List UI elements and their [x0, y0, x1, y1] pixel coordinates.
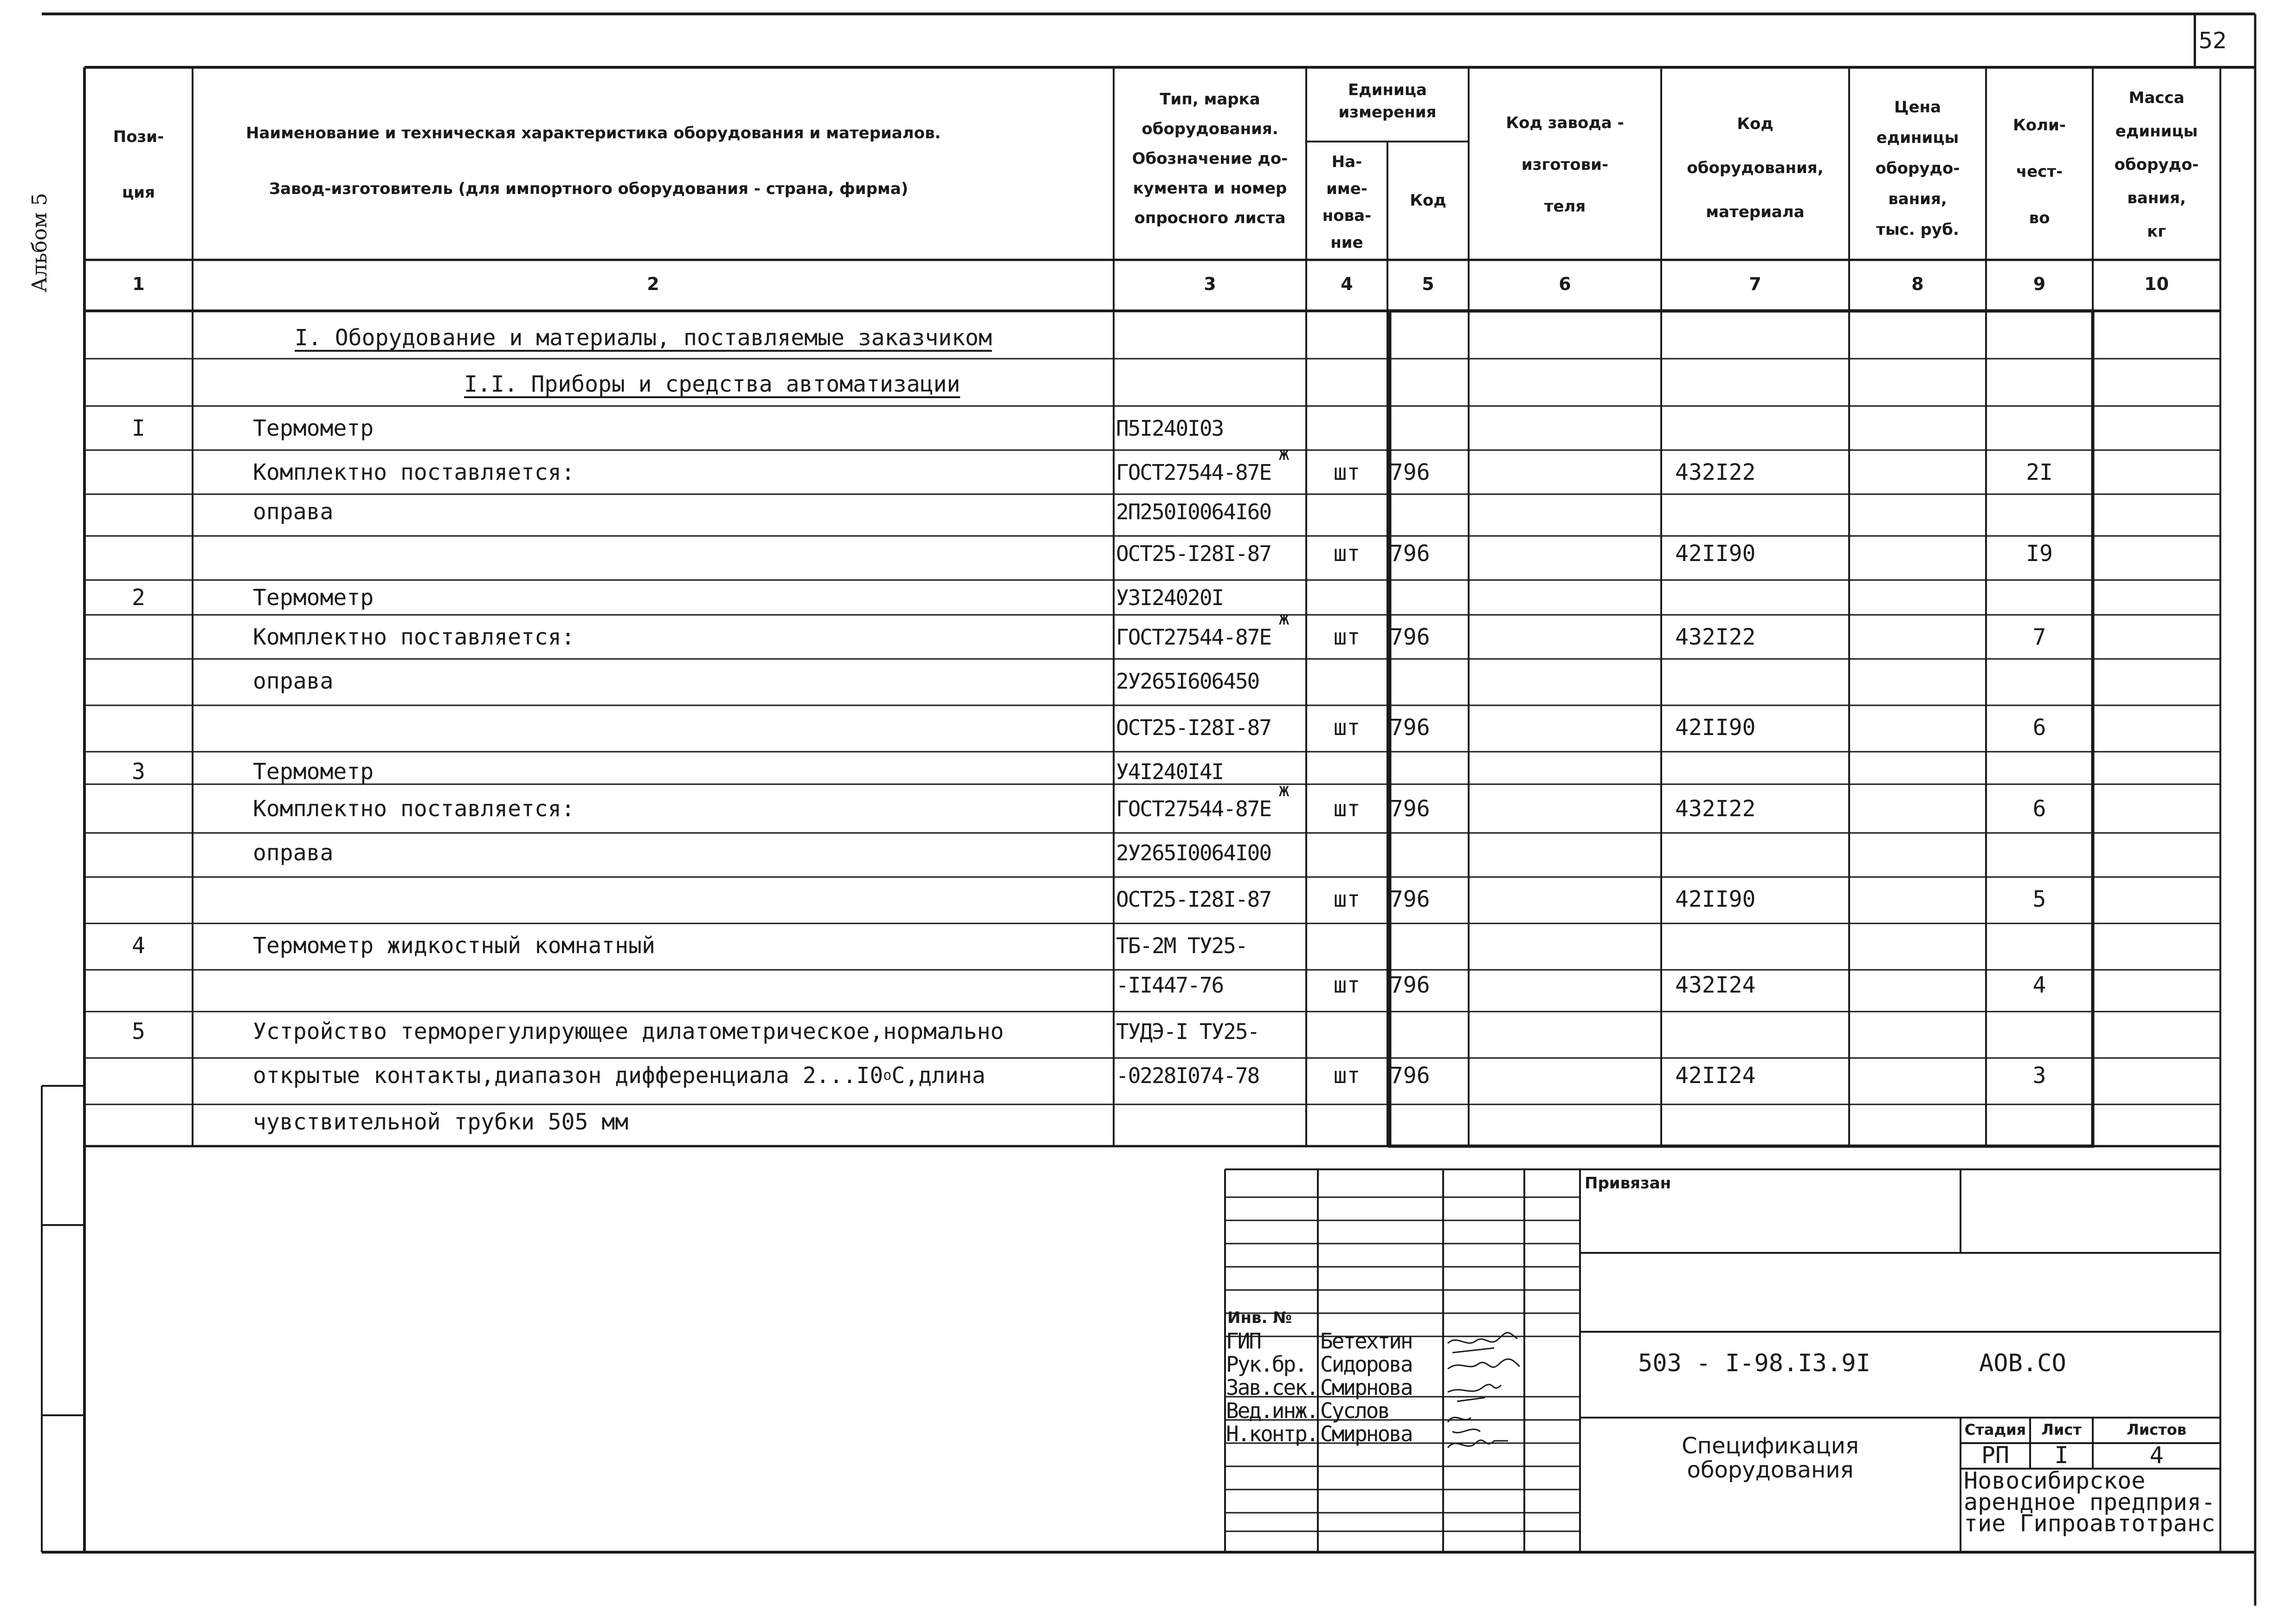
section-heading-1: I. Оборудование и материалы, поставляемые заказчиком	[295, 325, 992, 351]
sheet-label: Лист	[2041, 1421, 2082, 1438]
row-name: Термометр	[253, 415, 374, 441]
header-unit-name: На- име- нова- ние	[1322, 153, 1372, 252]
row-unit: шт	[1333, 1063, 1361, 1089]
row-name: Комплектно поставляется:	[253, 624, 575, 650]
row-type: 2У265I606450	[1116, 669, 1259, 694]
colnum-9: 9	[2033, 274, 2046, 294]
row-type: ОСТ25-I28I-87	[1116, 715, 1271, 740]
header-name-line2: Завод-изготовитель (для импортного оборудования - страна, фирма)	[269, 180, 909, 198]
document-code: 503 - I-98.I3.9I	[1638, 1349, 1870, 1377]
row-position: 4	[132, 933, 145, 959]
colnum-7: 7	[1749, 274, 1761, 294]
row-name: Термометр	[253, 585, 374, 611]
colnum-3: 3	[1204, 274, 1216, 294]
signer-name: Смирнова	[1320, 1421, 1412, 1446]
row-unit: шт	[1333, 886, 1361, 912]
colnum-4: 4	[1341, 274, 1353, 294]
row-unit-code: 796	[1390, 541, 1430, 567]
row-unit: шт	[1333, 624, 1361, 650]
header-type: Тип, марка оборудования. Обозначение до- кумента и номер опросного листа	[1132, 90, 1288, 227]
signatures	[1448, 1333, 1520, 1448]
row-type: ГОСТ27544-87Е	[1116, 796, 1271, 821]
signer-name: Сидорова	[1320, 1352, 1412, 1377]
star-mark: ж	[1278, 608, 1290, 629]
row-equipment-code: 432I24	[1675, 972, 1756, 998]
sheets-label: Листов	[2127, 1421, 2186, 1438]
signer-role: Зав.сек.	[1226, 1375, 1318, 1400]
signer-role: Вед.инж.	[1226, 1398, 1318, 1423]
row-name: Комплектно поставляется:	[253, 796, 575, 822]
row-name: Термометр	[253, 759, 374, 785]
row-equipment-code: 432I22	[1675, 459, 1756, 485]
row-unit: шт	[1333, 715, 1361, 741]
row-unit-code: 796	[1390, 972, 1430, 998]
sheets-value: 4	[2149, 1442, 2164, 1469]
colnum-5: 5	[1422, 274, 1434, 294]
row-equipment-code: 42II90	[1675, 715, 1756, 741]
row-name: оправа	[253, 840, 334, 866]
document-mark: АОВ.СО	[1979, 1349, 2066, 1377]
row-type: 2У265I0064I00	[1116, 840, 1271, 865]
row-unit-code: 796	[1390, 796, 1430, 822]
row-equipment-code: 432I22	[1675, 796, 1756, 822]
header-price: Цена единицы оборудо- вания, тыс. руб.	[1875, 98, 1960, 239]
colnum-1: 1	[132, 274, 145, 294]
row-quantity: 3	[2032, 1063, 2046, 1089]
row-name: чувствительной трубки 505 мм	[253, 1109, 629, 1135]
header-name-line1: Наименование и техническая характеристика оборудования и материалов.	[246, 124, 941, 142]
header-unit-group: Единица измерения	[1338, 81, 1437, 122]
row-unit-code: 796	[1390, 624, 1430, 650]
sheet-value: I	[2054, 1442, 2069, 1469]
row-quantity: 5	[2032, 886, 2046, 912]
row-unit-code: 796	[1390, 1063, 1430, 1089]
row-name-suffix: С,длина	[891, 1063, 986, 1089]
row-unit: шт	[1333, 796, 1361, 822]
row-type: ТБ-2М ТУ25-	[1116, 933, 1247, 958]
header-manufacturer: Код завода - изготови- теля	[1506, 114, 1624, 216]
row-quantity: 7	[2032, 624, 2046, 650]
colnum-2: 2	[647, 274, 659, 294]
signer-role: Н.контр.	[1226, 1421, 1318, 1446]
row-equipment-code: 42II90	[1675, 886, 1756, 912]
row-quantity: 4	[2032, 972, 2046, 998]
header-equipment-code: Код оборудования, материала	[1687, 115, 1824, 221]
inventory-label: Инв. №	[1227, 1309, 1292, 1327]
colnum-10: 10	[2144, 274, 2169, 294]
signer-role: Рук.бр.	[1226, 1352, 1306, 1377]
row-unit-code: 796	[1390, 886, 1430, 912]
row-equipment-code: 42II90	[1675, 541, 1756, 567]
row-unit-code: 796	[1390, 715, 1430, 741]
star-mark: ж	[1278, 780, 1290, 801]
section-heading-1-1: I.I. Приборы и средства автоматизации	[464, 371, 961, 397]
row-type: У3I24020I	[1116, 585, 1224, 610]
row-type: -0228I074-78	[1116, 1063, 1259, 1088]
row-type: ТУДЭ-I ТУ25-	[1116, 1019, 1259, 1044]
stage-label: Стадия	[1964, 1421, 2026, 1438]
stage-value: РП	[1981, 1442, 2010, 1469]
header-unit-code: Код	[1410, 191, 1446, 210]
row-position: 3	[132, 759, 145, 785]
document-title: Спецификация оборудования	[1682, 1433, 1859, 1483]
row-type: ГОСТ27544-87Е	[1116, 460, 1271, 485]
row-position: 2	[132, 585, 145, 611]
row-name-base: открытые контакты,диапазон дифференциала 2...I0	[253, 1063, 884, 1089]
row-quantity: 2I	[2026, 459, 2053, 485]
row-name: Устройство терморегулирующее дилатометрическое,нормально	[253, 1019, 1004, 1045]
row-quantity: 6	[2032, 796, 2046, 822]
signer-name: Смирнова	[1320, 1375, 1412, 1400]
row-unit: шт	[1333, 541, 1361, 567]
row-type: ГОСТ27544-87Е	[1116, 625, 1271, 650]
row-unit: шт	[1333, 459, 1361, 485]
row-type: П5I240I03	[1116, 416, 1224, 441]
colnum-8: 8	[1911, 274, 1924, 294]
row-quantity: I9	[2026, 541, 2053, 567]
row-type: 2П250I0064I60	[1116, 499, 1271, 524]
row-position: 5	[132, 1019, 145, 1045]
row-name: оправа	[253, 668, 334, 694]
header-quantity: Коли- чест- во	[2013, 116, 2066, 227]
row-type: ОСТ25-I28I-87	[1116, 887, 1271, 912]
row-equipment-code: 42II24	[1675, 1063, 1756, 1089]
page-number: 52	[2199, 28, 2227, 54]
row-equipment-code: 432I22	[1675, 624, 1756, 650]
colnum-6: 6	[1559, 274, 1571, 294]
star-mark: ж	[1278, 443, 1290, 464]
row-quantity: 6	[2032, 715, 2046, 741]
row-unit: шт	[1333, 972, 1361, 998]
header-position: Пози- ция	[113, 128, 164, 202]
row-type: У4I240I4I	[1116, 759, 1224, 784]
row-name: Термометр жидкостный комнатный	[253, 933, 655, 959]
row-position: I	[132, 415, 145, 441]
row-type: -II447-76	[1116, 973, 1224, 998]
signer-name: Бетехтин	[1320, 1329, 1412, 1354]
signer-name: Суслов	[1320, 1398, 1389, 1423]
album-label: Альбом 5	[28, 193, 52, 292]
row-name: Комплектно поставляется:	[253, 459, 575, 485]
row-type: ОСТ25-I28I-87	[1116, 541, 1271, 566]
organization: Новосибирское арендное предприя- тие Гипроавтотранс	[1964, 1467, 2215, 1537]
row-name	[253, 1063, 986, 1089]
row-unit-code: 796	[1390, 459, 1430, 485]
privyazan-label: Привязан	[1585, 1174, 1671, 1193]
header-mass: Масса единицы оборудо- вания, кг	[2114, 89, 2199, 241]
signer-role: ГИП	[1226, 1329, 1261, 1354]
degree-sign: о	[883, 1067, 892, 1084]
row-name: оправа	[253, 499, 334, 525]
